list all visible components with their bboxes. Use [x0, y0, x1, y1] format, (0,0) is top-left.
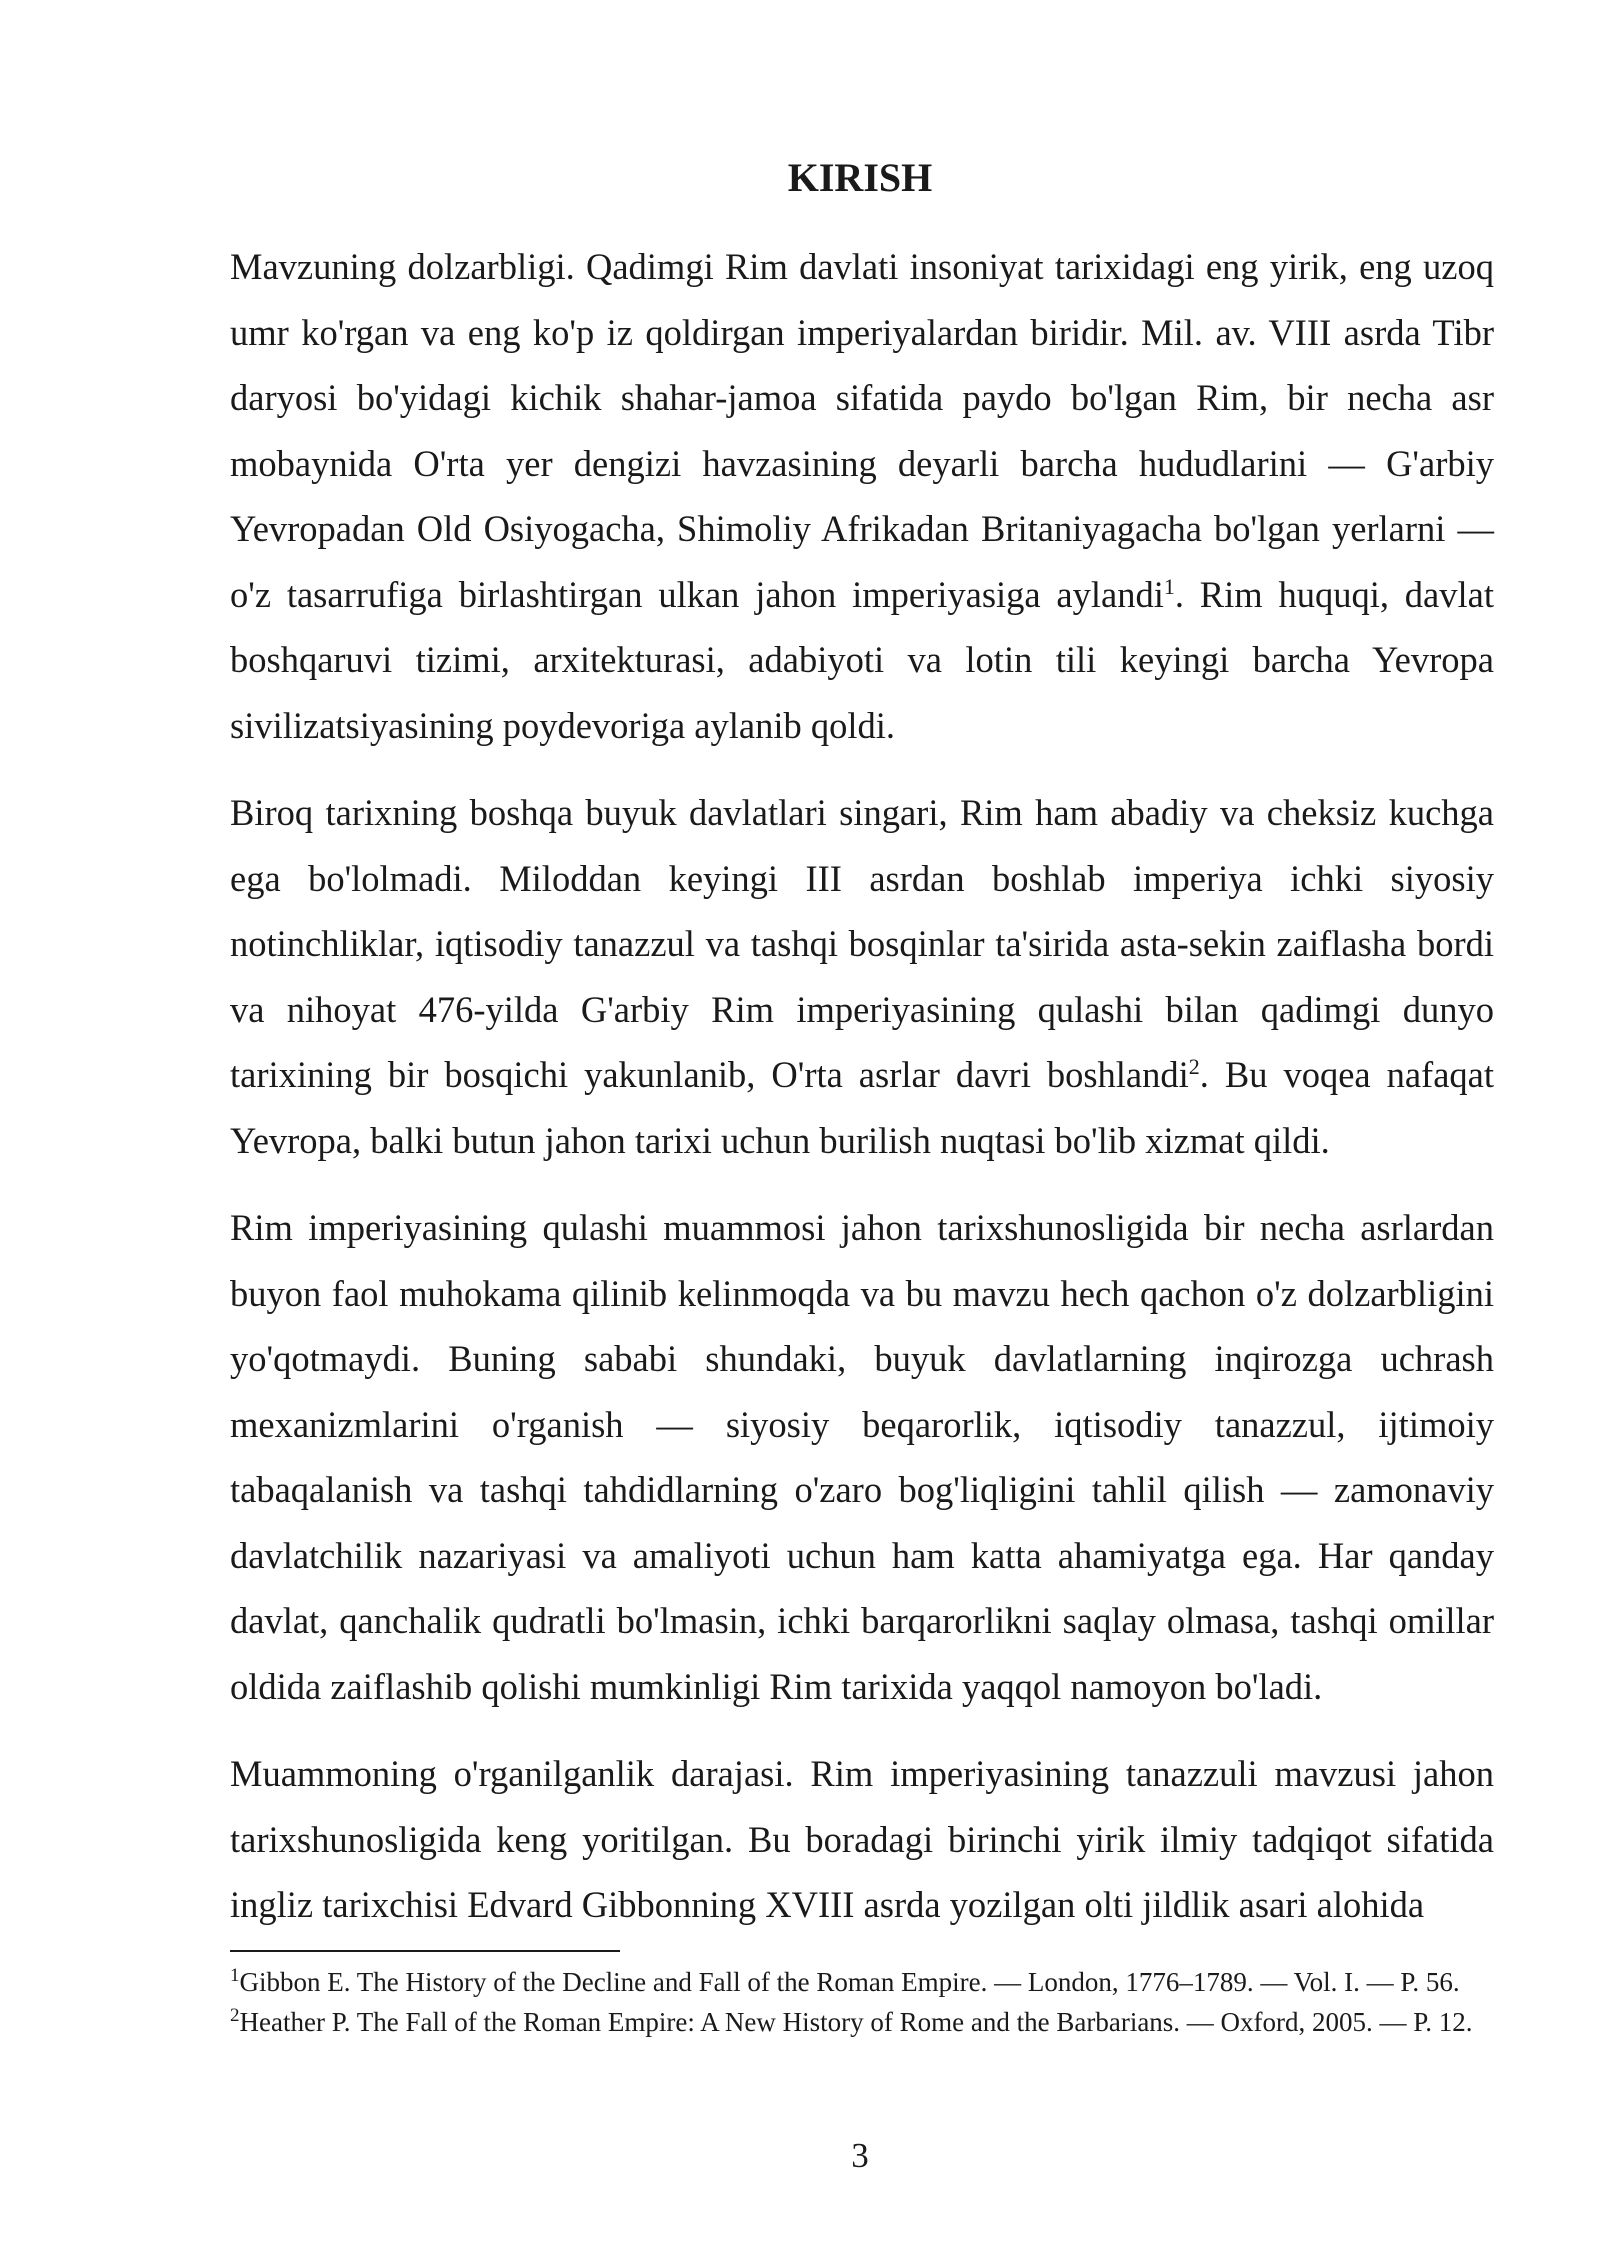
- footnotes: [230, 1964, 1494, 2044]
- page-title: KIRISH: [787, 155, 933, 200]
- footnote-2-number: 2: [230, 2005, 240, 2026]
- footnote-1: [230, 1964, 1494, 2001]
- paragraph-3: Rim imperiyasining qulashi muammosi jahon tarixshunosligida bir necha asrlardan buyon faol muhokama qilinib kelinmoqda va bu mavzu hech qachon o'z dolzarbligini yo'qotmaydi. Buning sababi shundaki, buyuk davlatlarning inqirozga uchrash mexanizmlarini o'rganish — siyosiy beqarorlik, iqtisodiy tanazzul, ijtimoiy tabaqalanish va tashqi tahdidlarning o'zaro bog'liqligini tahlil qilish — zamonaviy davlatchilik nazariyasi va amaliyoti uchun ham katta ahamiyatga ega. Har qanday davlat, qanchalik qudratli bo'lmasin, ichki barqarorlikni saqlay olmasa, tashqi omillar oldida zaiflashib qolishi mumkinligi Rim tarixida yaqqol namoyon bo'ladi.: [230, 1207, 1494, 1707]
- body-text: [230, 234, 1494, 1960]
- footnote-2-text: Heather P. The Fall of the Roman Empire: A New History of Rome and the Barbarians. — Oxford, 2005. — P. 12.: [239, 2007, 1473, 2037]
- paragraph-1: [230, 234, 1494, 758]
- paragraph-2-text-a: Biroq tarixning boshqa buyuk davlatlari singari, Rim ham abadiy va cheksiz kuchga ega bo'lolmadi. Miloddan keyingi III asrdan boshlab imperiya ichki siyosiy notinchliklar, iqtisodiy tanazzul va tashqi bosqinlar ta'sirida asta-sekin zaiflasha bordi va nihoyat 476-yilda G'arbiy Rim imperiyasining qulashi bilan qadimgi dunyo tarixining bir bosqichi yakunlanib, O'rta asrlar davri boshlandi: [230, 792, 1494, 1095]
- page-number: 3: [851, 2136, 869, 2175]
- paragraph-1-text-a: Mavzuning dolzarbligi. Qadimgi Rim davlati insoniyat tarixidagi eng yirik, eng uzoq umr ko'rgan va eng ko'p iz qoldirgan imperiyalardan biridir. Mil. av. VIII asrda Tibr daryosi bo'yidagi kichik shahar-jamoa sifatida paydo bo'lgan Rim, bir necha asr mobaynida O'rta yer dengizi havzasining deyarli barcha hududlarini — G'arbiy Yevropadan Old Osiyogacha, Shimoliy Afrikadan Britaniyagacha bo'lgan yerlarni — o'z tasarrufiga birlashtirgan ulkan jahon imperiyasiga aylandi: [230, 246, 1494, 615]
- footnote-1-number: 1: [230, 1965, 240, 1986]
- footnote-2: [230, 2004, 1494, 2041]
- footnote-separator: [230, 1950, 620, 1952]
- paragraph-1-text-b: . Rim huquqi, davlat boshqaruvi tizimi, arxitekturasi, adabiyoti va lotin tili keyingi barcha Yevropa sivilizatsiyasining poydevoriga aylanib qoldi.: [230, 573, 1494, 746]
- footnote-ref-2: 2: [1188, 1053, 1200, 1079]
- paragraph-2-text-b: . Bu voqea nafaqat Yevropa, balki butun jahon tarixi uchun burilish nuqtasi bo'lib xizmat qildi.: [230, 1054, 1494, 1161]
- footnote-ref-1: 1: [1163, 573, 1175, 599]
- paragraph-4: Muammoning o'rganilganlik darajasi. Rim imperiyasining tanazzuli mavzusi jahon tarixshunosligida keng yoritilgan. Bu boradagi birinchi yirik ilmiy tadqiqot sifatida ingliz tarixchisi Edvard Gibbonning XVIII asrda yozilgan olti jildlik asari alohida: [230, 1753, 1494, 1925]
- footnote-1-text: Gibbon E. The History of the Decline and Fall of the Roman Empire. — London, 1776–1789. — Vol. I. — P. 56.: [239, 1967, 1460, 1997]
- paragraph-2: [230, 780, 1494, 1173]
